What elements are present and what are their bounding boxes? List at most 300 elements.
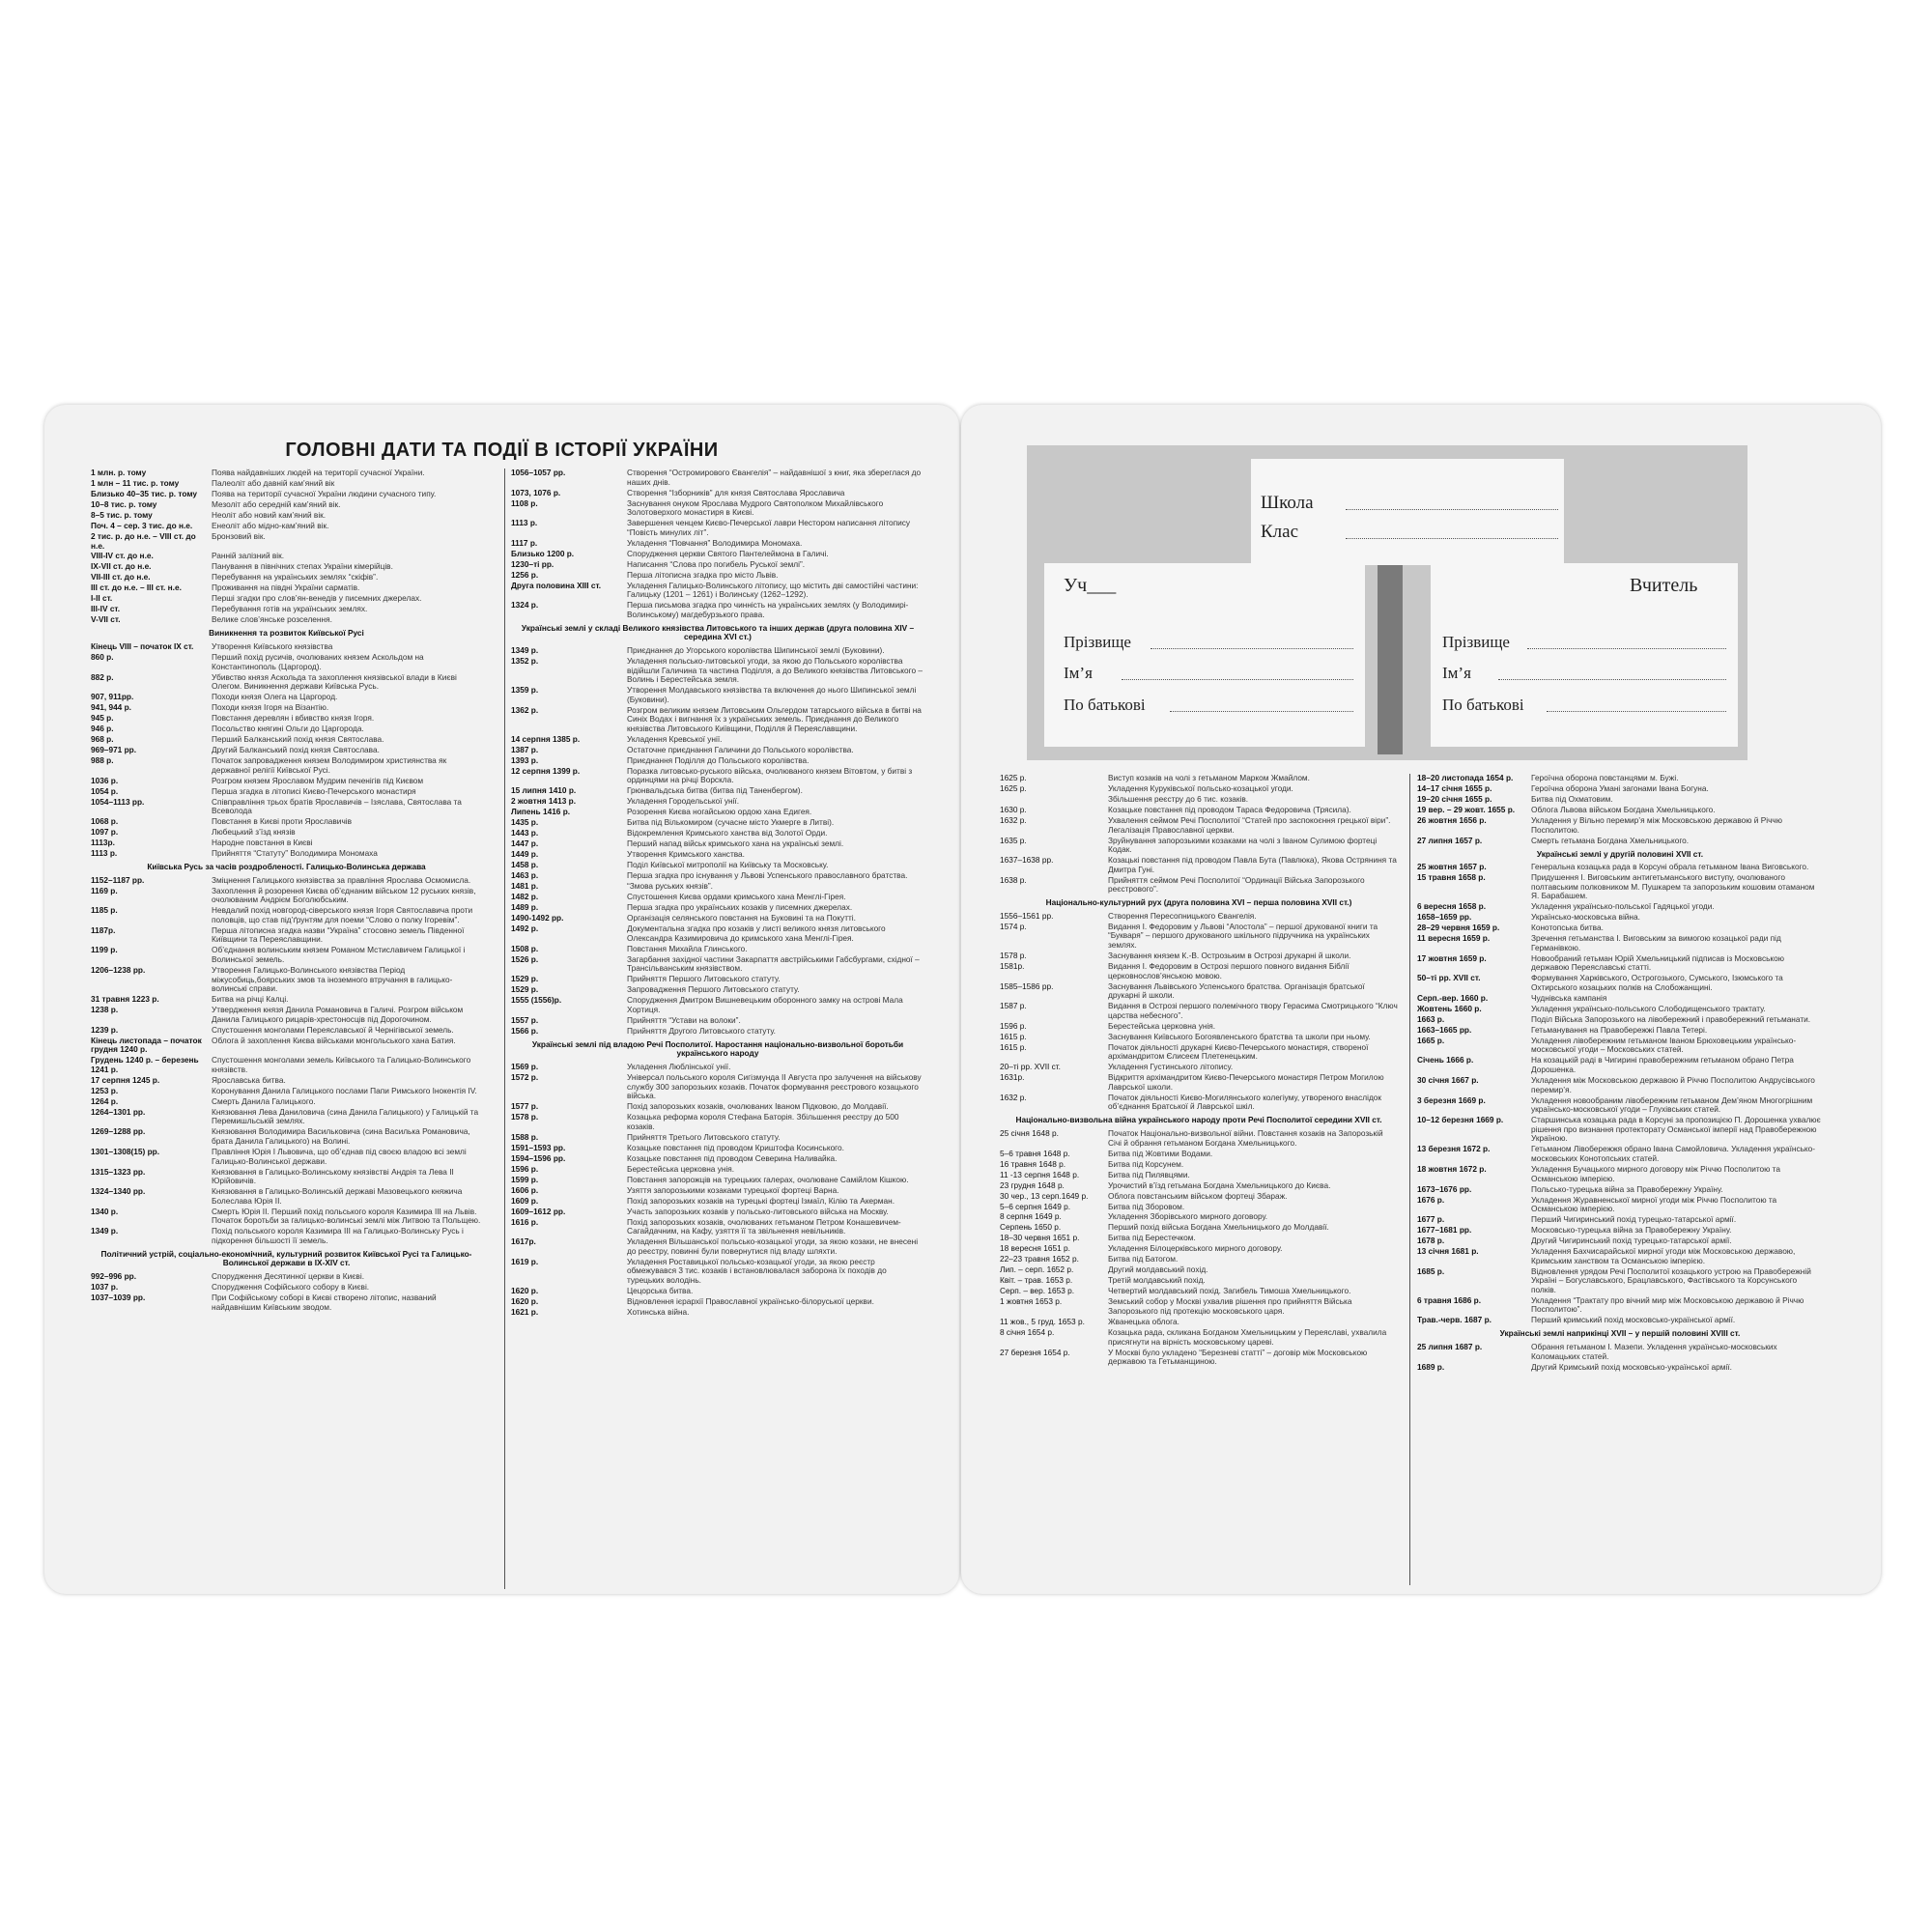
entry-text: Польсько-турецька війна за Правобережну Україну.: [1531, 1183, 1723, 1194]
entry-text: Невдалий похід новгород-сіверського князя Ігоря Святославича проти половців, що став під’ґрунтям для поеми “Слово о полку Ігоревім”.: [212, 905, 473, 924]
entry-text: Облога й захоплення Києва військами монгольського хана Батия.: [212, 1035, 456, 1045]
section-heading: Українські землі наприкінці XVII – у першій половині XVIII ст.: [1499, 1328, 1741, 1339]
entry-date: 1678 р.: [1417, 1236, 1445, 1246]
student-surname-input[interactable]: [1151, 648, 1353, 649]
entry-text: Укладення Журавненської мирної угоди між Річчю Посполитою та Османською імперією.: [1531, 1194, 1777, 1214]
timeline-entry: [1000, 876, 1398, 896]
entry-date: 1596 р.: [511, 1163, 539, 1174]
entry-date: I-II ст.: [91, 593, 113, 604]
timeline-column-1: [91, 469, 482, 1314]
timeline-entry: [511, 489, 924, 499]
entry-date: 25 липня 1687 р.: [1417, 1341, 1483, 1351]
entry-date: 25 жовтня 1657 р.: [1417, 862, 1487, 872]
entry-date: 1054 р.: [91, 785, 119, 796]
entry-date: 1482 р.: [511, 892, 539, 902]
class-input[interactable]: [1346, 538, 1558, 539]
entry-date: 16 травня 1648 р.: [1000, 1158, 1066, 1169]
entry-date: 1609–1612 рр.: [511, 1206, 566, 1216]
entry-date: 31 травня 1223 р.: [91, 994, 159, 1005]
class-label: Клас: [1261, 522, 1299, 542]
timeline-entry: [511, 1308, 924, 1319]
timeline-entry: [91, 1037, 482, 1057]
entry-date: Квіт. – трав. 1653 р.: [1000, 1275, 1073, 1286]
entry-date: 1073, 1076 р.: [511, 487, 561, 497]
timeline-entry: [91, 756, 482, 777]
entry-text: Виступ козаків на чолі з гетьманом Марком Жмайлом.: [1108, 773, 1310, 782]
entry-text: Укладення лівобережним гетьманом Іваном Брюховецьким українсько-московської угоди – Московських статей.: [1531, 1035, 1797, 1055]
entry-text: Новообраний гетьман Юрій Хмельницький підписав із Московською державою Переяславські статті.: [1531, 952, 1784, 973]
entry-text: Бронзовий вік.: [212, 530, 266, 541]
entry-date: VII-III ст. до н.е.: [91, 572, 151, 582]
entry-text: Відновлення урядом Речі Посполитої козацького устрою на Правобережній Україні – Богуславського, Брацлавського, Фастівського та Корсунського полків.: [1531, 1265, 1811, 1294]
entry-date: III-IV ст.: [91, 604, 121, 614]
timeline-entry: [511, 571, 924, 582]
timeline-entry: [1000, 1094, 1398, 1114]
entry-text: Початок діяльності друкарні Києво-Печерського монастиря, створеної архімандритом Єлисеєм Плетенецьким.: [1108, 1041, 1369, 1062]
entry-text: Видання І. Федоровим у Львові “Апостола” – першої друкованої книги та “Букваря” – першого друкованого шкільного підручника на українських землях.: [1108, 921, 1378, 951]
entry-date: 1492 р.: [511, 923, 539, 934]
timeline-entry: [1417, 1343, 1823, 1363]
entry-date: 1393 р.: [511, 754, 539, 765]
timeline-entry: [511, 601, 924, 621]
timeline-entry: [1417, 954, 1823, 975]
entry-date: 1481 р.: [511, 881, 539, 892]
entry-date: 1256 р.: [511, 569, 539, 580]
entry-text: Велике слов’янське розселення.: [212, 614, 332, 625]
timeline-entry: [1417, 1363, 1823, 1374]
entry-date: 8 серпня 1649 р.: [1000, 1211, 1062, 1222]
entry-text: Князювання Володимира Васильковича (сина Василька Романовича, брата Данила Галицького) на Волині.: [212, 1126, 470, 1146]
timeline-entry: [91, 1227, 482, 1247]
entry-text: Правління Юрія I Львовича, що об’єднав під своєю владою всі землі Галицько-Волинської держави.: [212, 1146, 467, 1166]
entry-date: 1609 р.: [511, 1195, 539, 1206]
entry-date: 1635 р.: [1000, 835, 1027, 845]
entry-date: 1606 р.: [511, 1184, 539, 1195]
entry-date: 1113 р.: [511, 518, 538, 528]
entry-date: 27 липня 1657 р.: [1417, 835, 1483, 845]
teacher-surname-input[interactable]: [1527, 648, 1726, 649]
entry-text: Перша літописна згадка про місто Львів.: [627, 569, 779, 580]
entry-text: Повстання в Києві проти Ярославичів: [212, 816, 353, 827]
entry-text: У Москві було укладено “Березневі статті” – договір між Московською державою та Гетьманщиною.: [1108, 1347, 1368, 1367]
entry-date: Грудень 1240 р. – березень 1241 р.: [91, 1055, 199, 1074]
entry-date: 10–8 тис. р. тому: [91, 498, 157, 509]
entry-text: Спорудження Софійського собору в Києві.: [212, 1282, 370, 1293]
entry-date: 1489 р.: [511, 902, 539, 913]
timeline-entry: [1417, 1076, 1823, 1096]
entry-date: 1632 р.: [1000, 1092, 1027, 1102]
entry-date: 5–6 травня 1648 р.: [1000, 1148, 1070, 1158]
timeline-entry: [511, 1237, 924, 1258]
entry-text: Повстання запорожців на турецьких галерах, очолюване Самійлом Кішкою.: [627, 1174, 909, 1184]
entry-text: Утворення Молдавського князівства та включення до нього Шипинської землі (Буковини).: [627, 685, 917, 704]
entry-date: 1 млн – 11 тис. р. тому: [91, 477, 180, 488]
entry-text: Укладення польсько-литовської угоди, за якою до Польського королівства відійшли Галичина та частина Поділля, а до Великого князівства Литовського – Волинь і Берестейська земля.: [627, 655, 923, 685]
student-card: [1044, 563, 1365, 747]
entry-date: 1387 р.: [511, 744, 539, 754]
timeline-entry: [1417, 934, 1823, 954]
entry-text: Спустошення Києва ордами кримського хана Менглі-Гірея.: [627, 892, 846, 902]
entry-text: Поділ Війська Запорозького на лівобережний і правобережний гетьманати.: [1531, 1013, 1811, 1024]
entry-text: Енеоліт або мідно-кам’яний вік.: [212, 520, 329, 530]
entry-text: Укладення Галицько-Волинського літопису, що містить дві самостійні частини: Галицьку (1201 – 1261) і Волинську (1262–1292).: [627, 580, 919, 600]
entry-text: Цецорська битва.: [627, 1286, 694, 1295]
entry-text: Початок діяльності Києво-Могилянського колегіуму, утвореного внаслідок об’єднання Братської й Лаврської шкіл.: [1108, 1092, 1382, 1112]
entry-date: 12 серпня 1399 р.: [511, 765, 581, 776]
entry-date: 6 вересня 1658 р.: [1417, 901, 1487, 912]
entry-text: Похід запорозьких козаків на турецькі фортеці Ізмаїл, Кілію та Акерман.: [627, 1195, 895, 1206]
timeline-entry: [91, 926, 482, 947]
entry-date: 1581р.: [1000, 960, 1025, 971]
timeline-entry: [511, 767, 924, 787]
entry-text: Перший напад військ кримського хана на українські землі.: [627, 838, 844, 849]
entry-text: Козацька реформа короля Стефана Баторія. Збільшення реєстру до 500 козаків.: [627, 1112, 899, 1131]
entry-date: 1 млн. р. тому: [91, 468, 147, 477]
entry-date: 1556–1561 рр.: [1000, 910, 1054, 921]
timeline-entry: [511, 657, 924, 686]
entry-date: 1617р.: [511, 1236, 536, 1247]
entry-text: Похід польського короля Казимира III на Галицько-Волинську Русь і підкорення більшості її земель.: [212, 1226, 464, 1245]
entry-date: 13 січня 1681 р.: [1417, 1246, 1479, 1257]
timeline-entry: [1417, 873, 1823, 902]
entry-text: Перша письмова згадка про чинність на українських землях (у Володимирі-Волинському) магдебурзького права.: [627, 600, 909, 619]
entry-text: Укладення між Московською державою й Річчю Посполитою Андрусівського перемир’я.: [1531, 1075, 1815, 1094]
entry-text: Збільшення реєстру до 6 тис. козаків.: [1108, 793, 1249, 804]
entry-date: 1152–1187 рр.: [91, 874, 145, 885]
entry-text: Укладення “Трактату про вічний мир між Московською державою й Річчю Посполитою”.: [1531, 1294, 1804, 1315]
entry-text: Смерть гетьмана Богдана Хмельницького.: [1531, 835, 1690, 845]
entry-date: 2 тис. р. до н.е. – VIII ст. до н.е.: [91, 530, 196, 551]
entry-text: Укладення у Вільно перемир’я між Московською державою й Річчю Посполитою.: [1531, 814, 1782, 835]
timeline-entry: [511, 469, 924, 489]
entry-text: Утворення Київського князівства: [212, 640, 333, 651]
timeline-entry: [1000, 1171, 1398, 1181]
entry-date: 1169 р.: [91, 885, 118, 895]
timeline-entry: [1000, 1349, 1398, 1369]
entry-date: 19–20 січня 1655 р.: [1417, 793, 1492, 804]
entry-text: Перший похід війська Богдана Хмельницького до Молдавії.: [1108, 1222, 1329, 1233]
entry-text: Повстання деревлян і вбивство князя Ігоря.: [212, 713, 375, 724]
timeline-entry: [91, 1168, 482, 1188]
entry-date: 8–5 тис. р. тому: [91, 509, 153, 520]
entry-date: 988 р.: [91, 755, 114, 766]
timeline-entry: [1000, 1073, 1398, 1094]
entry-date: 1588 р.: [511, 1131, 539, 1142]
timeline-entry: [1417, 1247, 1823, 1267]
timeline-entry: [1000, 923, 1398, 952]
entry-date: 50–ті рр. XVII ст.: [1417, 973, 1481, 983]
form-divider-bar: [1378, 561, 1403, 754]
entry-date: 26 жовтня 1656 р.: [1417, 814, 1487, 825]
entry-date: 15 липня 1410 р.: [511, 785, 577, 796]
entry-date: 1599 р.: [511, 1174, 539, 1184]
entry-date: 8 січня 1654 р.: [1000, 1326, 1055, 1337]
timeline-entry: [1417, 816, 1823, 837]
timeline-entry: [91, 1108, 482, 1128]
entry-date: 1238 р.: [91, 1005, 119, 1015]
timeline-entry: [1000, 856, 1398, 876]
entry-text: Остаточне приєднання Галичини до Польського королівства.: [627, 744, 854, 754]
timeline-entry: [1417, 1056, 1823, 1076]
entry-text: Відновлення ієрархії Православної українсько-білоруської церкви.: [627, 1295, 874, 1306]
entry-text: Укладення новообраним лівобережним гетьманом Дем’яном Многогрішним українсько-московської угоди – Глухівських статей.: [1531, 1094, 1813, 1115]
timeline-entry: [91, 777, 482, 787]
entry-date: 1239 р.: [91, 1024, 119, 1035]
entry-date: 1578 р.: [511, 1112, 539, 1122]
timeline-entry: [511, 686, 924, 706]
entry-text: Козацьке повстання під проводом Тараса Федоровича (Трясила).: [1108, 804, 1351, 814]
entry-date: Серпень 1650 р.: [1000, 1222, 1062, 1233]
timeline-entry: [91, 1208, 482, 1228]
entry-date: 18 жовтня 1672 р.: [1417, 1163, 1487, 1174]
entry-date: 5–6 серпня 1649 р.: [1000, 1201, 1071, 1211]
entry-text: Посольство княгині Ольги до Царгорода.: [212, 724, 364, 734]
entry-text: Перший Чигиринський похід турецько-татарської армії.: [1531, 1214, 1737, 1225]
entry-date: 1577 р.: [511, 1101, 539, 1112]
timeline-column-4: [1417, 774, 1823, 1374]
entry-text: Похід запорозьких козаків, очолюваних гетьманом Петром Конашевичем-Сагайдачним, на Кафу, узяття її та звільнення невільників.: [627, 1216, 901, 1236]
school-input[interactable]: [1346, 509, 1558, 510]
student-name-label: Ім’я: [1064, 664, 1093, 682]
entry-date: 30 чер., 13 серп.1649 р.: [1000, 1190, 1089, 1201]
student-patronymic-label: По батькові: [1064, 696, 1146, 714]
entry-text: Перша згадка в літописі Києво-Печерського монастиря: [212, 785, 416, 796]
entry-date: 1056–1057 рр.: [511, 468, 566, 477]
entry-text: Видання в Острозі першого полемічного твору Герасима Смотрицького “Ключ царства небесного”.: [1108, 1001, 1398, 1020]
timeline-entry: [91, 653, 482, 673]
timeline-entry: [91, 798, 482, 818]
entry-date: 1526 р.: [511, 953, 539, 964]
entry-text: Прийняття сеймом Речі Посполитої “Ординації Війська Запорозького реєстрового”.: [1108, 874, 1365, 895]
entry-date: 1572 р.: [511, 1072, 539, 1083]
entry-text: Любецький з’їзд князів: [212, 827, 296, 838]
timeline-entry: [91, 1056, 482, 1076]
entry-date: 1301–1308(15) рр.: [91, 1146, 160, 1156]
entry-date: Кінець листопада – початок грудня 1240 р.: [91, 1035, 202, 1055]
entry-date: 1349 р.: [91, 1226, 119, 1236]
entry-text: Генеральна козацька рада в Корсуні обрала гетьманом Івана Виговського.: [1531, 862, 1809, 872]
entry-text: Створення “Остромирового Євангелія” – найдавнішої з книг, яка збереглася до наших днів.: [627, 468, 922, 487]
entry-text: Запровадження Першого Литовського статуту.: [627, 984, 800, 995]
entry-date: 18–20 листопада 1654 р.: [1417, 773, 1514, 782]
timeline-entry: [1000, 1043, 1398, 1064]
entry-text: Прийняття “Статуту” Володимира Мономаха: [212, 848, 378, 859]
entry-text: На козацькій раді в Чигирині правобережним гетьманом обрано Петра Дорошенка.: [1531, 1055, 1794, 1075]
entry-text: Спорудження Дмитром Вишневецьким оборонного замку на острові Мала Хортиця.: [627, 995, 903, 1014]
entry-text: Чуднівська кампанія: [1531, 992, 1607, 1003]
entry-text: При Софійському соборі в Києві створено літопис, названий найдавнішим Київським зводом.: [212, 1293, 437, 1312]
entry-text: Заснування Львівського Успенського братства. Організація братської друкарні й школи.: [1108, 980, 1365, 1001]
timeline-entry: [91, 1006, 482, 1026]
entry-date: 1349 р.: [511, 645, 539, 655]
entry-date: 13 березня 1672 р.: [1417, 1144, 1491, 1154]
timeline-entry: [1417, 1316, 1823, 1326]
timeline-entry: [1417, 1037, 1823, 1057]
timeline-entry: [1417, 1196, 1823, 1216]
entry-date: 25 січня 1648 р.: [1000, 1128, 1059, 1138]
entry-text: Розгром великим князем Литовським Ольгердом татарського війська в битві на Синіх Водах і вигнання їх з українських земель. Приєднання до Великого князівства Литовського Київщини, Поділля й Переяславщини.: [627, 704, 922, 733]
entry-date: 11 вересня 1659 р.: [1417, 933, 1491, 944]
entry-text: Прийняття Першого Литовського статуту.: [627, 974, 781, 984]
entry-date: 1616 р.: [511, 1216, 539, 1227]
entry-text: Облога повстанським військом фортеці Збараж.: [1108, 1190, 1288, 1201]
entry-date: 1663 р.: [1417, 1013, 1445, 1024]
entry-text: Московсько-турецька війна за Правобережну Україну.: [1531, 1225, 1732, 1236]
entry-date: 1677 р.: [1417, 1214, 1445, 1225]
entry-date: 1673–1676 рр.: [1417, 1183, 1472, 1194]
entry-date: 882 р.: [91, 671, 114, 682]
entry-text: Козацьке повстання під проводом Северина Наливайка.: [627, 1152, 838, 1163]
entry-text: Утворення Галицько-Волинського князівства Період міжусобиць,боярських змов та іноземного втручання в галицько-волинські справи.: [212, 964, 453, 994]
entry-date: 941, 944 р.: [91, 702, 131, 713]
entry-date: 1113р.: [91, 838, 115, 848]
teacher-patronymic-input[interactable]: [1547, 711, 1726, 712]
student-label: Уч___: [1064, 575, 1117, 596]
timeline-entry: [91, 1148, 482, 1168]
entry-date: 17 серпня 1245 р.: [91, 1074, 160, 1085]
entry-text: Формування Харківського, Острогозького, Сумського, Ізюмського та Охтирського козацьких полків на Слобожанщині.: [1531, 973, 1783, 992]
entry-text: Поява найдавніших людей на території сучасної України.: [212, 468, 425, 477]
entry-text: Панування в північних степах України кімерійців.: [212, 561, 393, 572]
entry-text: Битва під Пилявцями.: [1108, 1169, 1190, 1179]
teacher-name-input[interactable]: [1498, 679, 1726, 680]
entry-date: 1463 р.: [511, 870, 539, 881]
entry-date: 18 вересня 1651 р.: [1000, 1243, 1070, 1254]
timeline-entry: [1417, 1185, 1823, 1196]
entry-date: 1685 р.: [1417, 1265, 1445, 1276]
timeline-entry: [1000, 1160, 1398, 1171]
entry-text: Битва на річці Калці.: [212, 994, 289, 1005]
entry-text: Козацькі повстання під проводом Павла Бута (Павлюка), Якова Остряниня та Дмитра Гуні.: [1108, 855, 1397, 874]
entry-date: 1054–1113 рр.: [91, 796, 145, 807]
timeline-entry: [91, 615, 482, 626]
entry-text: Козацьке повстання під проводом Криштофа Косинського.: [627, 1142, 844, 1152]
entry-text: Укладення Бахчисарайської мирної угоди між Московською державою, Кримським ханством та Османською імперією.: [1531, 1246, 1796, 1265]
entry-text: Грюнвальдська битва (битва під Таненбергом).: [627, 785, 803, 796]
entry-date: 1359 р.: [511, 685, 539, 696]
entry-text: Утвердження князя Данила Романовича в Галичі. Розгром військом Данила Галицького рицарів-хрестоносців під Дорогочином.: [212, 1005, 464, 1024]
entry-text: Утворення Кримського ханства.: [627, 849, 745, 860]
entry-date: 1269–1288 рр.: [91, 1126, 146, 1137]
entry-date: 22–23 травня 1652 р.: [1000, 1254, 1079, 1264]
timeline-entry: [511, 1027, 924, 1037]
entry-date: Липень 1416 р.: [511, 807, 571, 817]
timeline-entry: [511, 582, 924, 602]
section-heading: Виникнення та розвиток Київської Русі: [209, 628, 364, 639]
entry-date: 1490-1492 рр.: [511, 913, 564, 923]
entry-date: Жовтень 1660 р.: [1417, 1003, 1482, 1013]
entry-date: 1578 р.: [1000, 951, 1027, 960]
entry-date: 1508 р.: [511, 943, 539, 953]
timeline-entry: [511, 955, 924, 976]
entry-text: Захоплення й розорення Києва об’єднаним військом 12 руських князів, очолюваним Андрієм Боголюбським.: [212, 885, 476, 905]
entry-text: Берестейська церковна унія.: [627, 1163, 735, 1174]
timeline-entry: [511, 1073, 924, 1102]
entry-date: 1591–1593 рр.: [511, 1142, 566, 1152]
entry-text: Спустошення монголами Переяславської й Чернігівської земель.: [212, 1024, 454, 1035]
entry-text: Узяття запорозькими козаками турецької фортеці Варна.: [627, 1184, 839, 1195]
entry-text: Укладення “Повчання” Володимира Мономаха.: [627, 537, 803, 548]
timeline-entry: [511, 1297, 924, 1308]
entry-text: Мезоліт або середній кам’яний вік.: [212, 498, 341, 509]
entry-text: Прийняття Третього Литовського статуту.: [627, 1131, 781, 1142]
entry-date: 1449 р.: [511, 849, 539, 860]
student-name-input[interactable]: [1122, 679, 1353, 680]
entry-text: Другий Чигиринський похід турецько-татарської армії.: [1531, 1236, 1732, 1246]
entry-text: Поява на території сучасної України людини сучасного типу.: [212, 488, 437, 498]
entry-date: 1206–1238 рр.: [91, 964, 146, 975]
entry-text: Перебування готів на українських землях.: [212, 604, 368, 614]
timeline-entry: [91, 849, 482, 860]
entry-date: Лип. – серп. 1652 р.: [1000, 1264, 1074, 1275]
entry-text: Написання “Слова про погибель Руської землі”.: [627, 558, 806, 569]
entry-text: Прийняття Другого Литовського статуту.: [627, 1025, 776, 1036]
column-divider: [504, 469, 505, 1589]
entry-text: Українсько-московська війна.: [1531, 912, 1640, 923]
timeline-entry: [1000, 1181, 1398, 1192]
entry-date: 20–ті рр. XVII ст.: [1000, 1062, 1061, 1072]
entry-date: 1585–1586 рр.: [1000, 980, 1054, 991]
entry-text: Документальна згадка про козаків у листі великого князя литовського Олександра Казимировича до кримського хана Менглі-Гірея.: [627, 923, 886, 943]
entry-text: Укладення Зборівського мирного договору.: [1108, 1211, 1268, 1222]
entry-text: Перша згадка про українських козаків у писемних джерелах.: [627, 902, 853, 913]
student-patronymic-input[interactable]: [1170, 711, 1353, 712]
entry-date: 1620 р.: [511, 1295, 539, 1306]
entry-date: 1362 р.: [511, 704, 539, 715]
teacher-surname-label: Прізвище: [1442, 633, 1510, 651]
entry-date: 15 травня 1658 р.: [1417, 872, 1486, 883]
timeline-entry: [1000, 1328, 1398, 1349]
entry-date: 1253 р.: [91, 1085, 119, 1095]
entry-text: Другий Кримський похід московсько-української армії.: [1531, 1361, 1732, 1372]
entry-text: Народне повстання в Києві: [212, 838, 313, 848]
entry-date: 1689 р.: [1417, 1361, 1445, 1372]
entry-text: Загарбання західної частини Закарпаття австрійськими Габсбургами, східної – Трансільванським князівством.: [627, 953, 920, 974]
entry-text: Походи князя Олега на Царгород.: [212, 692, 338, 702]
timeline-entry: [1000, 1192, 1398, 1203]
entry-text: Другий молдавський похід.: [1108, 1264, 1208, 1275]
timeline-column-3: [1000, 774, 1398, 1368]
owner-form: [1027, 445, 1747, 760]
entry-date: 6 травня 1686 р.: [1417, 1294, 1482, 1305]
entry-text: Коронування Данила Галицького послами Папи Римського Інокентія IV.: [212, 1085, 477, 1095]
entry-text: Укладення Кревської унії.: [627, 733, 723, 744]
entry-text: Заснування князем К.-В. Острозьким в Острозі друкарні й школи.: [1108, 951, 1351, 960]
entry-date: 1037–1039 рр.: [91, 1293, 146, 1302]
entry-text: Перший Балканський похід князя Святослава.: [212, 734, 384, 745]
entry-date: 1230–ті рр.: [511, 558, 554, 569]
entry-date: 1569 р.: [511, 1062, 539, 1072]
entry-date: 1315–1323 рр.: [91, 1166, 146, 1177]
entry-text: Битва під Батогом.: [1108, 1254, 1179, 1264]
timeline-entry: [1417, 1145, 1823, 1165]
entry-date: 860 р.: [91, 651, 114, 662]
entry-date: 1324–1340 рр.: [91, 1186, 146, 1197]
entry-date: 1199 р.: [91, 945, 118, 955]
timeline-entry: [1000, 1002, 1398, 1022]
entry-date: 1117 р.: [511, 537, 538, 548]
entry-text: Старшинська козацька рада в Корсуні за пропозицією П. Дорошенка ухвалює рішення про визнання протекторату Османської імперії над Правобережною Україною.: [1531, 1115, 1821, 1144]
entry-text: Розорення Києва ногайською ордою хана Едигея.: [627, 807, 812, 817]
entry-date: 1631р.: [1000, 1072, 1025, 1083]
entry-text: Завершення ченцем Києво-Печерської лаври Нестором написання літопису “Повість минулих літ”.: [627, 518, 911, 537]
timeline-entry: [1000, 816, 1398, 837]
timeline-entry: [511, 1218, 924, 1238]
timeline-entry: [91, 1293, 482, 1314]
entry-text: Укладення українсько-польського Слободищенського трактату.: [1531, 1003, 1766, 1013]
teacher-label: Вчитель: [1630, 575, 1698, 596]
entry-date: 1638 р.: [1000, 874, 1027, 885]
